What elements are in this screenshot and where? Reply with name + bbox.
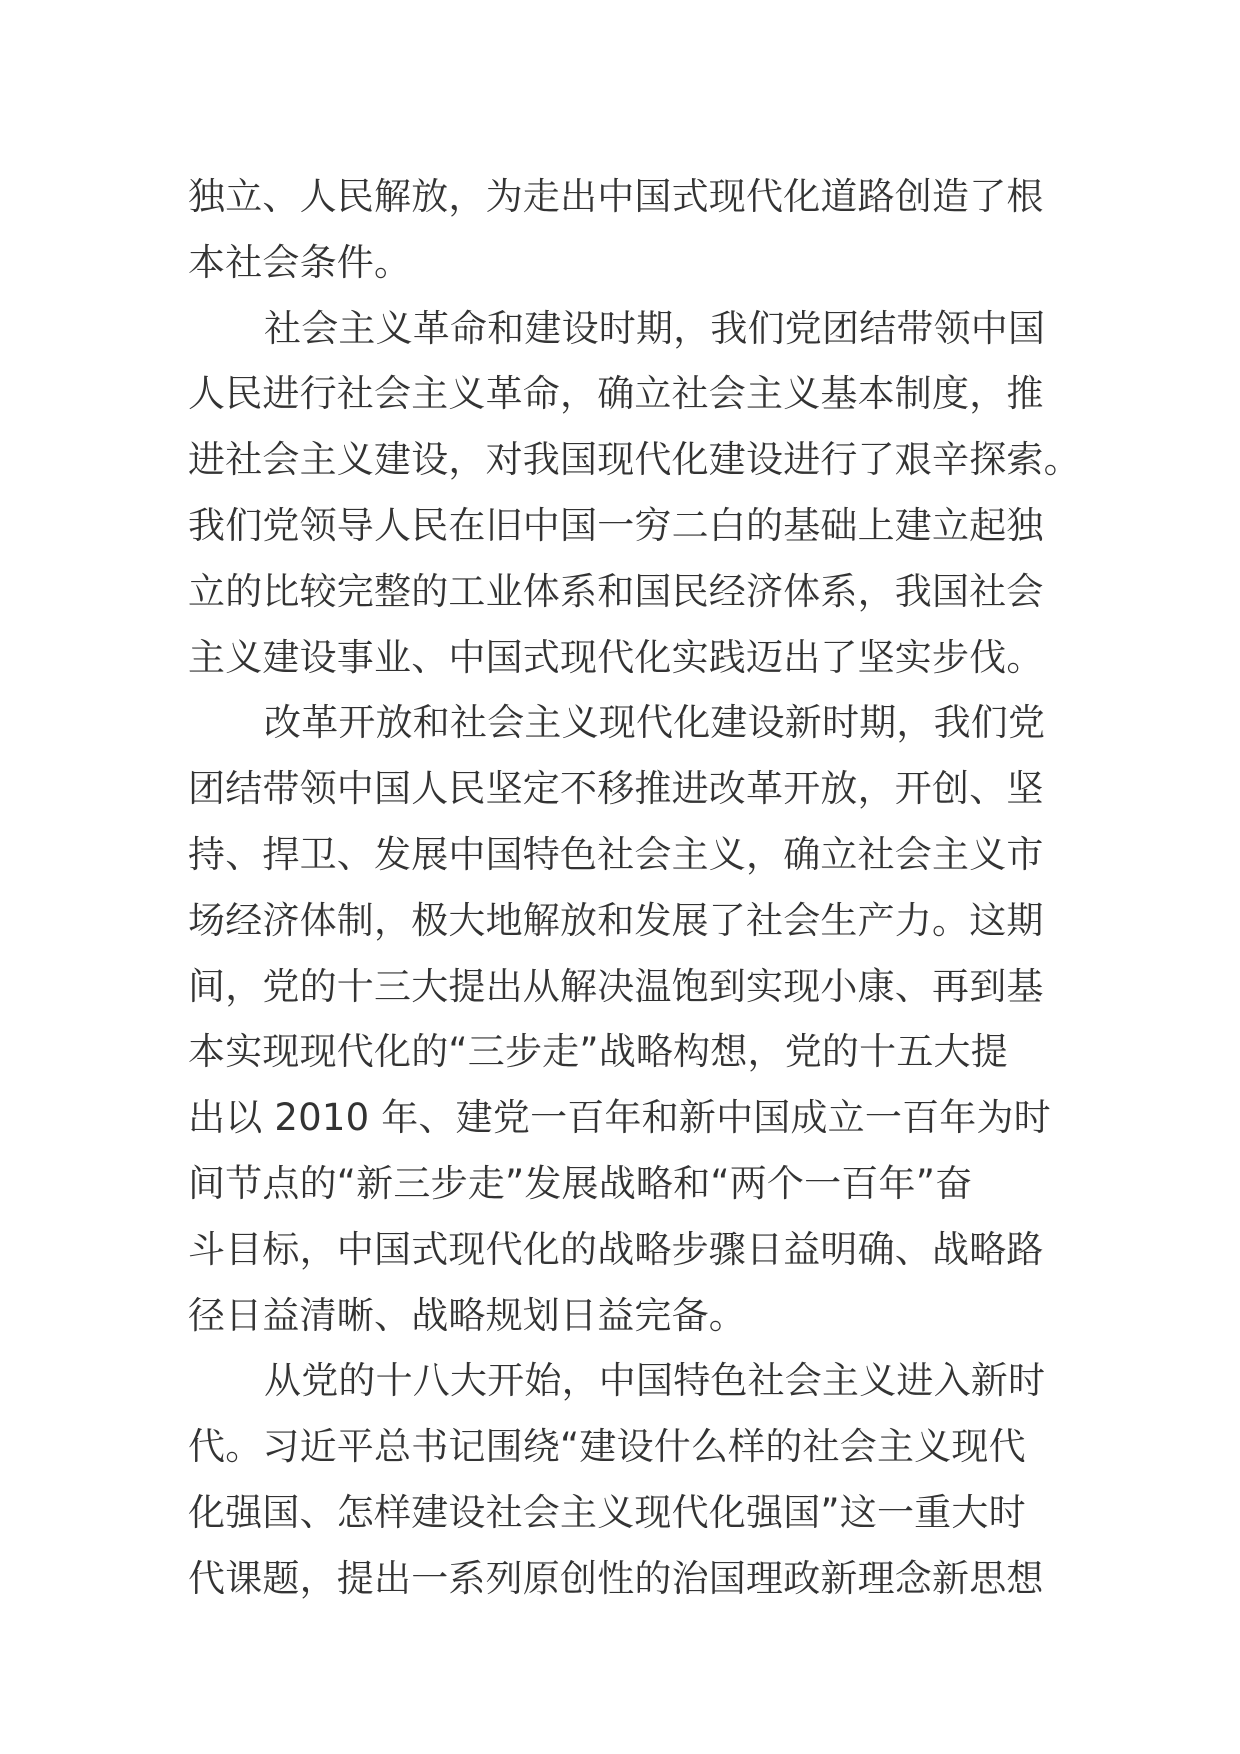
text-line: 场经济体制，极大地解放和发展了社会生产力。这期: [188, 898, 1044, 942]
text-line: 间节点的“新三步走”发展战略和“两个一百年”奋: [188, 1161, 973, 1205]
text-line: 主义建设事业、中国式现代化实践迈出了坚实步伐。: [188, 635, 1044, 679]
text-line: 斗目标，中国式现代化的战略步骤日益明确、战略路: [188, 1227, 1044, 1271]
text-line: 出以 2010 年、建党一百年和新中国成立一百年为时: [188, 1096, 1051, 1140]
text-line: 间，党的十三大提出从解决温饱到实现小康、再到基: [188, 964, 1044, 1008]
text-line: 代课题，提出一系列原创性的治国理政新理念新思想: [188, 1556, 1044, 1600]
paragraph-1: [188, 164, 1044, 296]
text-line: 立的比较完整的工业体系和国民经济体系，我国社会: [188, 569, 1044, 613]
text-line: 径日益清晰、战略规划日益完备。: [188, 1293, 746, 1337]
text-line: 本实现现代化的“三步走”战略构想，党的十五大提: [188, 1030, 1008, 1074]
paragraph-3: [188, 690, 1051, 1348]
text-line: 本社会条件。: [188, 240, 412, 284]
text-line: 团结带领中国人民坚定不移推进改革开放，开创、坚: [188, 767, 1044, 811]
text-line: 社会主义革命和建设时期，我们党团结带领中国: [264, 306, 1046, 350]
paragraph-4: [188, 1348, 1046, 1611]
text-line: 改革开放和社会主义现代化建设新时期，我们党: [264, 701, 1046, 745]
document-body: [188, 164, 1081, 1612]
text-line: 从党的十八大开始，中国特色社会主义进入新时: [264, 1359, 1046, 1403]
text-line: 人民进行社会主义革命，确立社会主义基本制度，推: [188, 372, 1044, 416]
text-line: 进社会主义建设，对我国现代化建设进行了艰辛探索。: [188, 438, 1081, 482]
text-line: 化强国、怎样建设社会主义现代化强国”这一重大时: [188, 1490, 1026, 1534]
text-line: 持、捍卫、发展中国特色社会主义，确立社会主义市: [188, 832, 1044, 876]
paragraph-2: [188, 296, 1081, 691]
text-line: 独立、人民解放，为走出中国式现代化道路创造了根: [188, 175, 1044, 218]
text-line: 代。习近平总书记围绕“建设什么样的社会主义现代: [188, 1425, 1026, 1469]
text-line: 我们党领导人民在旧中国一穷二白的基础上建立起独: [188, 503, 1044, 547]
